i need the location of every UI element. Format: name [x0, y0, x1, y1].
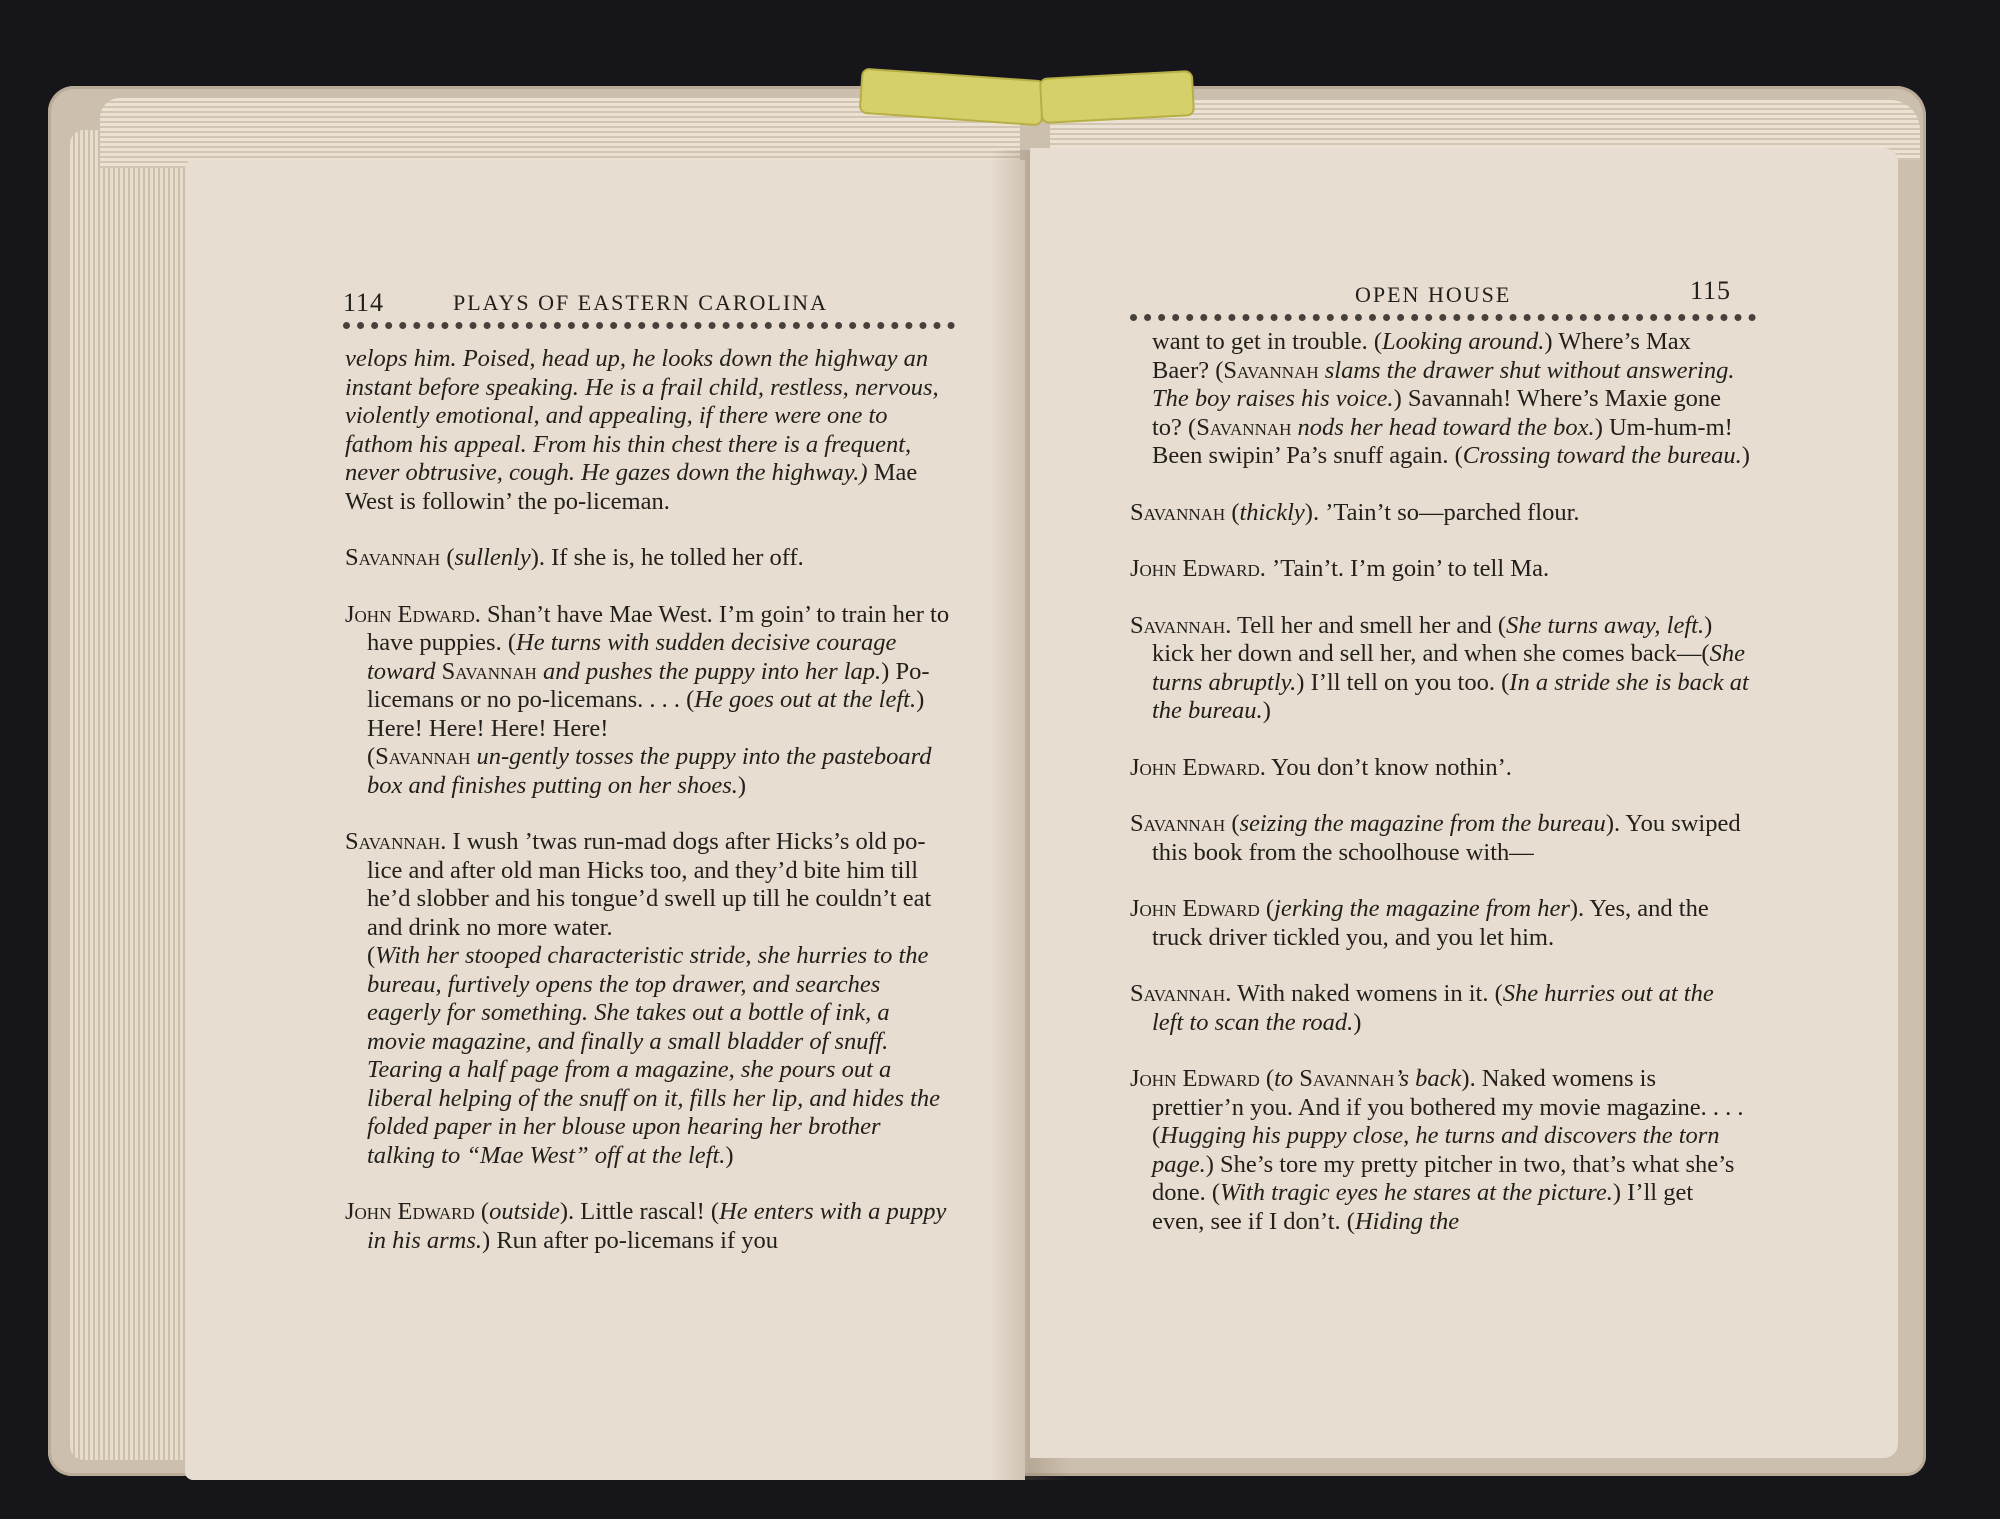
dialogue: ) Po-licemans or no po-licemans. . . . ( — [367, 657, 930, 713]
dialogue: . You swiped this book from the schoolhouse with— — [1152, 810, 1741, 866]
stage-direction: un-gently tosses the puppy into the pasteboard box and finishes putting on her shoes. — [367, 743, 932, 799]
page-text — [1130, 328, 1750, 1236]
paren: ( — [367, 942, 376, 969]
speaker-name: John Edward — [1130, 895, 1260, 922]
ornamental-rule — [343, 322, 955, 329]
character-name: Savannah — [1223, 356, 1319, 384]
stage-direction: Crossing toward the bureau. — [1462, 442, 1742, 469]
stage-direction: He turns with sudden decisive courage toward — [367, 629, 897, 685]
stage-direction: slams the drawer shut without answering. The boy raises his voice. — [1152, 356, 1735, 412]
paragraph: John Edward (outside). Little rascal! (He enters with a puppy in his arms.) Run after po-licemans if you — [345, 1198, 947, 1254]
dialogue: ) Um-hum-m! Been swipin’ Pa’s snuff again. ( — [1152, 413, 1733, 469]
dialogue: ) — [1262, 697, 1271, 724]
stage-direction: In a stride she is back at the bureau. — [1152, 668, 1749, 724]
paren: ) — [737, 771, 747, 799]
paragraph — [345, 601, 953, 744]
stage-direction: With tragic eyes he stares at the picture. — [1220, 1179, 1613, 1206]
paragraph — [345, 345, 953, 516]
dialogue: ) I’ll get even, see if I don’t. ( — [1152, 1179, 1694, 1235]
left-page — [185, 160, 1025, 1480]
dialogue: Mae West is followin’ the po-liceman. — [345, 459, 918, 515]
stage-direction: Looking around. — [1381, 328, 1545, 355]
speaker-name: Savannah — [345, 828, 441, 855]
dialogue: . If she is, he tolled her off. — [538, 544, 804, 571]
stage-direction: He goes out at the left. — [694, 686, 917, 713]
dialogue: ) I’ll tell on you too. ( — [1296, 668, 1510, 696]
right-page — [1030, 148, 1898, 1458]
paragraph: John Edward (to Savannah’s back). Naked womens is prettier’n you. And if you bothered my movie magazine. . . . (Hugging his puppy close, he turns and discovers the torn page.) She’s tore my pretty pitcher in two, that’s what she’s done. (With tragic eyes he stares at the picture.) I’ll get even, see if I don’t. (Hiding the — [1130, 1065, 1744, 1235]
speaker-name: John Edward — [345, 600, 475, 628]
paren: ( — [367, 743, 376, 770]
character-name: Savannah — [1299, 1065, 1395, 1092]
ornamental-rule — [1130, 314, 1756, 321]
dialogue: . Shan’t have Mae West. I’m goin’ to train her to have puppies. ( — [367, 600, 950, 656]
character-name: Savannah — [441, 657, 537, 685]
page-number: 115 — [1690, 276, 1732, 305]
stage-direction: sullenly — [454, 544, 531, 571]
paragraph — [1130, 754, 1750, 783]
page-number: 114 — [343, 288, 385, 317]
speaker-name: John Edward — [345, 1198, 475, 1225]
stage-direction: She turns abruptly. — [1152, 640, 1745, 696]
paragraph: John Edward (jerking the magazine from her). Yes, and the truck driver tickled you, and you let him. — [1130, 895, 1709, 951]
stage-direction: velops him. Poised, head up, he looks down the highway an instant before speaking. He is a frail child, restless, nervous, violently emotional, and appealing, if there were one to fathom his appeal. From his thin chest there is a frequent, never obtrusive, cough. He gazes down the highway.) — [345, 345, 939, 486]
stage-direction: jerking the magazine from her — [1274, 895, 1570, 922]
stage-direction: seizing the magazine from the bureau — [1239, 810, 1606, 837]
dialogue: . ’Tain’t. I’m goin’ to tell Ma. — [1259, 555, 1550, 582]
character-name: Savannah — [375, 743, 471, 770]
stage-direction: to — [1274, 1065, 1300, 1092]
bookmark-ribbon-end — [1039, 70, 1195, 124]
dialogue: ) — [1741, 442, 1750, 469]
running-head: OPEN HOUSE — [1355, 282, 1512, 307]
speaker-name: Savannah — [345, 544, 441, 571]
dialogue: ) Here! Here! Here! Here! — [367, 686, 925, 742]
speaker-name: Savannah — [1130, 980, 1226, 1007]
dialogue: . Little rascal! ( — [568, 1198, 720, 1225]
paragraph: Savannah (seizing the magazine from the bureau). You swiped this book from the schoolhouse with— — [1130, 810, 1741, 866]
speaker-name: Savannah — [1130, 611, 1226, 639]
dialogue: ) She’s tore my pretty pitcher in two, that’s what she’s done. ( — [1152, 1150, 1735, 1206]
paragraph — [345, 942, 953, 1170]
dialogue: . ’Tain’t so—parched flour. — [1312, 498, 1580, 526]
stage-direction: With her stooped characteristic stride, she hurries to the bureau, furtively opens the top drawer, and searches eagerly for something. She takes out a bottle of ink, a movie magazine, and finally a small bladder of snuff. Tearing a half page from a magazine, she pours out a liberal helping of the snuff on it, fills her lip, and hides the folded paper in her blouse upon hearing her brother talking to “Mae West” off at the left. — [367, 942, 940, 1169]
dialogue: want to get in trouble. ( — [1152, 328, 1382, 355]
paragraph — [345, 828, 953, 942]
stage-direction: He enters with a puppy in his arms. — [367, 1198, 947, 1254]
stage-direction: Hugging his puppy close, he turns and discovers the torn page. — [1152, 1122, 1720, 1178]
page-text — [345, 345, 953, 1255]
paragraph: Savannah (sullenly). If she is, he tolled her off. — [345, 544, 804, 571]
paragraph: Savannah (thickly). ’Tain’t so—parched flour. — [1130, 498, 1580, 526]
paragraph — [1130, 980, 1750, 1037]
speaker-name: John Edward — [1130, 1065, 1260, 1092]
speaker-name: John Edward — [1130, 555, 1260, 582]
stage-direction: ’s back — [1394, 1065, 1462, 1092]
page-edges — [70, 130, 190, 1460]
speaker-name: Savannah — [1130, 498, 1226, 526]
speaker-name: John Edward — [1130, 753, 1260, 781]
stage-direction: Hiding the — [1354, 1207, 1460, 1235]
character-name: Savannah — [1196, 413, 1292, 441]
dialogue: . With naked womens in it. ( — [1225, 980, 1503, 1007]
dialogue: ) kick her down and sell her, and when she comes back—( — [1152, 611, 1713, 667]
paragraph — [1130, 555, 1750, 584]
paragraph — [1130, 612, 1750, 726]
running-head: PLAYS OF EASTERN CAROLINA — [453, 290, 828, 315]
stage-direction: and pushes the puppy into her lap. — [536, 657, 882, 685]
stage-direction: thickly — [1239, 498, 1305, 526]
dialogue: . Tell her and smell her and ( — [1225, 611, 1507, 639]
stage-direction: outside — [489, 1198, 560, 1225]
paren: ) — [725, 1141, 734, 1169]
dialogue: ) — [1353, 1008, 1362, 1036]
stage-direction: nods her head toward the box. — [1291, 413, 1595, 441]
speaker-name: Savannah — [1130, 810, 1226, 837]
dialogue: ) Run after po-licemans if you — [482, 1226, 778, 1254]
dialogue: . Naked womens is prettier’n you. And if you bothered my movie magazine. . . . ( — [1152, 1065, 1744, 1149]
stage-direction: She turns away, left. — [1506, 611, 1705, 639]
stage-direction: She hurries out at the left to scan the road. — [1152, 980, 1714, 1036]
dialogue: ) Where’s Max Baer? ( — [1152, 328, 1691, 384]
paragraph — [345, 743, 953, 800]
paragraph — [1130, 328, 1750, 471]
dialogue: . You don’t know nothin’. — [1259, 753, 1512, 781]
dialogue: . I wush ’twas run-mad dogs after Hicks’s old po-lice and after old man Hicks too, and they’d bite him till he’d slobber and his tongue’d swell up till he couldn’t eat and drink no more water. — [367, 828, 932, 941]
dialogue: . Yes, and the truck driver tickled you, and you let him. — [1152, 895, 1709, 951]
dialogue: ) Savannah! Where’s Maxie gone to? ( — [1152, 385, 1722, 441]
